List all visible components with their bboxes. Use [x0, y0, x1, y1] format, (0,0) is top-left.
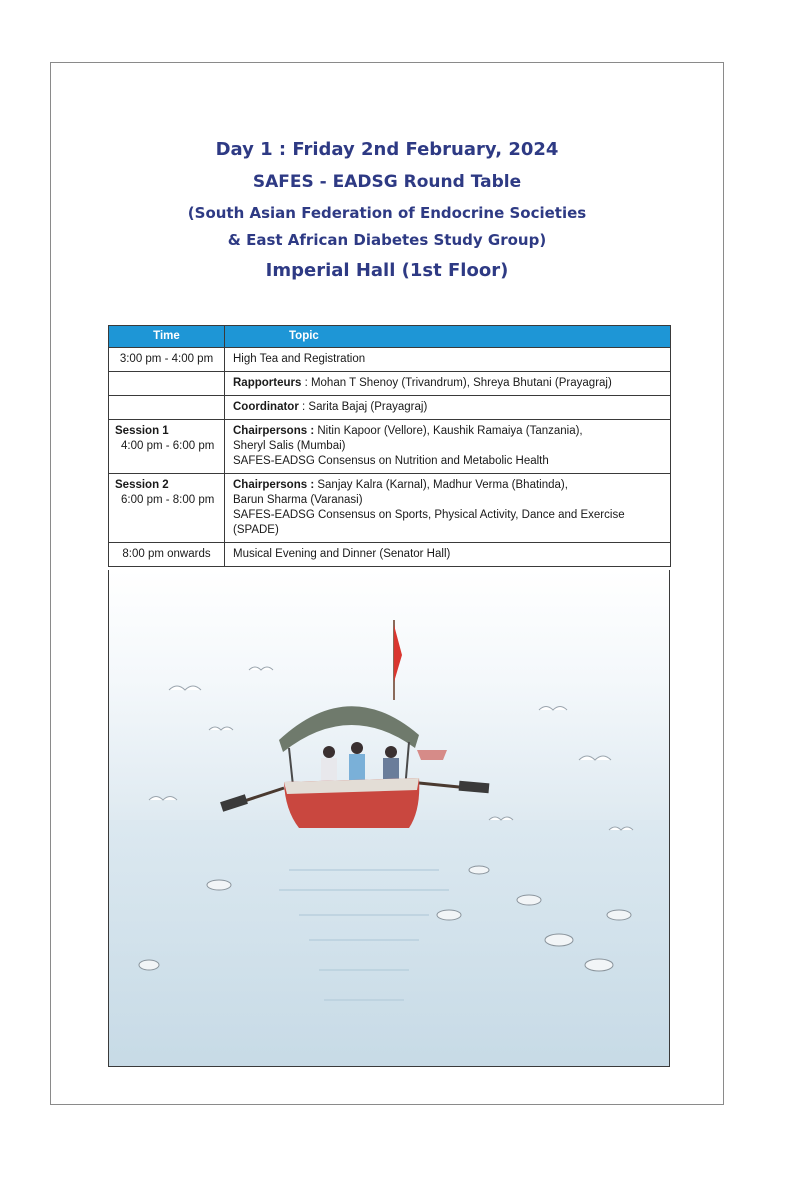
chairpersons-label: Chairpersons : — [233, 425, 315, 437]
session-time: 4:00 pm - 6:00 pm — [121, 440, 215, 452]
table-row — [109, 474, 671, 543]
session-1-topic-cell — [225, 420, 671, 474]
session-topic: SAFES-EADSG Consensus on Sports, Physical Activity, Dance and Exercise (SPADE) — [233, 509, 625, 536]
rapporteurs-label: Rapporteurs — [233, 377, 302, 389]
topic-cell: High Tea and Registration — [225, 348, 671, 372]
time-cell: 3:00 pm - 4:00 pm — [109, 348, 225, 372]
event-title: SAFES - EADSG Round Table — [252, 172, 522, 192]
session-1-time-cell — [109, 420, 225, 474]
rapporteurs-names: : Mohan T Shenoy (Trivandrum), Shreya Bhutani (Prayagraj) — [301, 377, 612, 389]
federation-line-1: (South Asian Federation of Endocrine Societies — [187, 204, 587, 222]
chairpersons-names-2: Barun Sharma (Varanasi) — [233, 494, 363, 506]
rapporteurs-cell — [225, 372, 671, 396]
river-boat-illustration — [109, 570, 670, 1067]
federation-line-2: & East African Diabetes Study Group) — [227, 231, 547, 249]
empty-time-cell — [109, 372, 225, 396]
table-header-row — [109, 326, 671, 348]
chairpersons-names-1: Nitin Kapoor (Vellore), Kaushik Ramaiya (Tanzania), — [314, 425, 583, 437]
page-frame — [50, 62, 724, 1105]
venue-title: Imperial Hall (1st Floor) — [265, 260, 509, 281]
session-time: 6:00 pm - 8:00 pm — [121, 494, 215, 506]
river-boat-photo — [108, 570, 670, 1067]
table-row — [109, 543, 671, 567]
column-header-topic: Topic — [225, 326, 671, 348]
table-row — [109, 348, 671, 372]
chairpersons-names-2: Sheryl Salis (Mumbai) — [233, 440, 346, 452]
session-2-time-cell — [109, 474, 225, 543]
empty-time-cell — [109, 396, 225, 420]
topic-cell: Musical Evening and Dinner (Senator Hall) — [225, 543, 671, 567]
table-row — [109, 396, 671, 420]
column-header-time: Time — [109, 326, 225, 348]
session-label: Session 2 — [115, 479, 169, 491]
day-title: Day 1 : Friday 2nd February, 2024 — [215, 139, 559, 160]
time-cell: 8:00 pm onwards — [109, 543, 225, 567]
coordinator-cell — [225, 396, 671, 420]
chairpersons-label: Chairpersons : — [233, 479, 315, 491]
table-row — [109, 372, 671, 396]
coordinator-name: : Sarita Bajaj (Prayagraj) — [298, 401, 428, 413]
session-2-topic-cell — [225, 474, 671, 543]
table-row — [109, 420, 671, 474]
coordinator-label: Coordinator — [233, 401, 299, 413]
session-topic: SAFES-EADSG Consensus on Nutrition and Metabolic Health — [233, 455, 549, 467]
schedule-table — [108, 325, 671, 567]
chairpersons-names-1: Sanjay Kalra (Karnal), Madhur Verma (Bhatinda), — [314, 479, 568, 491]
session-label: Session 1 — [115, 425, 169, 437]
